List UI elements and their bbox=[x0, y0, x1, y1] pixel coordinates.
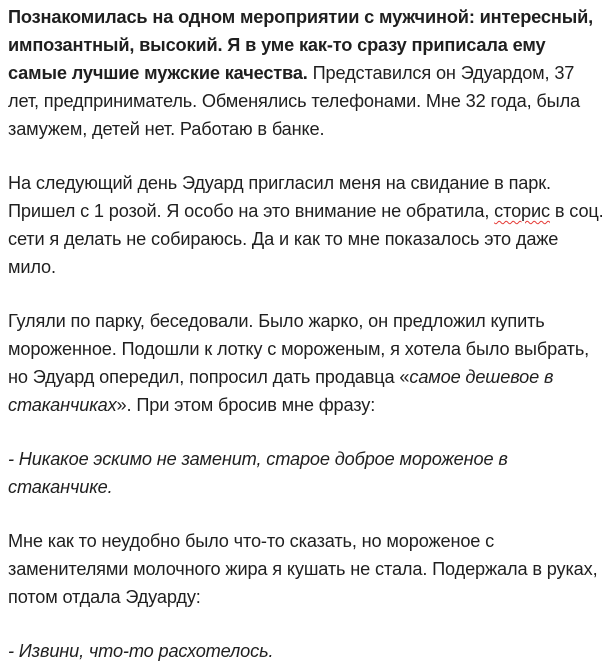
park-text-before: Гуляли по парку, беседовали. Было жарко, он предложил купить мороженное. Подошли к лотку с мороженым, я хотела было выбрать, но Эдуард опередил, попросил дать продавца « bbox=[8, 311, 590, 387]
ice-cream-text: Мне как то неудобно было что-то сказать, но мороженое с заменителями молочного жира я кушать не стала. Подержала в руках, потом отдала Эдуарду: bbox=[8, 531, 598, 607]
paragraph-quote-sorry bbox=[8, 637, 605, 665]
park-italic-quote: самое дешевое в стаканчиках bbox=[8, 367, 554, 415]
misspelled-word[interactable]: сторис bbox=[494, 201, 550, 221]
paragraph-date-invite bbox=[8, 169, 605, 281]
paragraph-ice-cream bbox=[8, 527, 605, 611]
intro-bold-text: Познакомилась на одном мероприятии с мужчиной: интересный, импозантный, высокий. Я в уме как-то сразу приписала ему самые лучшие мужские качества. bbox=[8, 7, 594, 83]
quote-eskimo-text: - Никакое эскимо не заменит, старое доброе мороженое в стаканчике. bbox=[8, 449, 508, 497]
intro-rest-text: Представился он Эдуардом, 37 лет, предприниматель. Обменялись телефонами. Мне 32 года, была замужем, детей нет. Работаю в банке. bbox=[8, 63, 580, 139]
date-text-before: На следующий день Эдуард пригласил меня на свидание в парк. Пришел с 1 розой. Я особо на это внимание не обратила, bbox=[8, 173, 551, 221]
date-text-after: в соц. сети я делать не собираюсь. Да и как то мне показалось это даже мило. bbox=[8, 201, 604, 277]
quote-sorry-text: - Извини, что-то расхотелось. bbox=[8, 641, 274, 661]
paragraph-intro bbox=[8, 3, 605, 143]
park-text-after: ». При этом бросив мне фразу: bbox=[116, 395, 376, 415]
paragraph-park-walk bbox=[8, 307, 605, 419]
article-body bbox=[8, 0, 605, 665]
paragraph-quote-eskimo bbox=[8, 445, 605, 501]
